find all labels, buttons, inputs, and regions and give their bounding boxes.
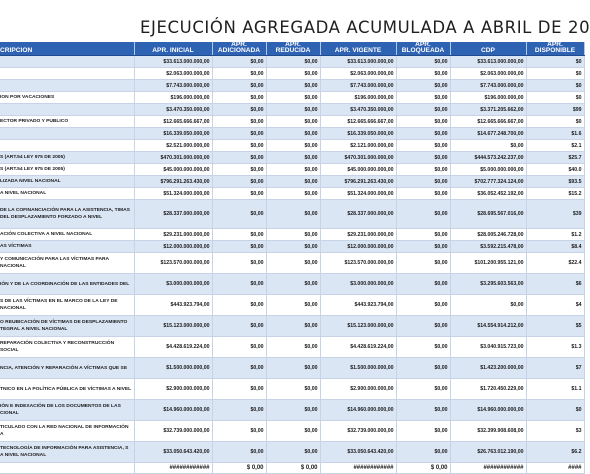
cell-apr-bloqueada[interactable]: $0,00 [396, 116, 450, 128]
cell-apr-adicionada[interactable]: $0,00 [212, 295, 266, 316]
table-row[interactable] [0, 188, 584, 200]
cell-apr-inicial[interactable]: $2.521.000.000,00 [134, 140, 212, 152]
cell-apr-reducida[interactable]: $0,00 [266, 274, 320, 295]
header-apr-bloqueada[interactable]: APR. BLOQUEADA [396, 42, 450, 56]
cell-apr-bloqueada[interactable]: $0,00 [396, 128, 450, 140]
cell-apr-bloqueada[interactable]: $0,00 [396, 337, 450, 358]
cell-cdp[interactable]: $702.777.324.124,00 [450, 176, 526, 188]
cell-apr-reducida[interactable]: $0,00 [266, 140, 320, 152]
cell-apr-vigente[interactable]: $12.000.000.000,00 [320, 241, 396, 253]
cell-apr-reducida[interactable]: $0,00 [266, 229, 320, 241]
cell-apr-disponible[interactable]: $40.0 [526, 164, 584, 176]
cell-apr-vigente[interactable]: $2.900.000.000,00 [320, 379, 396, 400]
table-row[interactable] [0, 442, 584, 463]
cell-apr-bloqueada[interactable]: $0,00 [396, 140, 450, 152]
table-row[interactable] [0, 128, 584, 140]
table-row[interactable] [0, 116, 584, 128]
cell-apr-reducida[interactable]: $0,00 [266, 188, 320, 200]
header-apr-inicial[interactable]: APR. INICIAL [134, 42, 212, 56]
cell-cdp[interactable]: $36.052.452.192,00 [450, 188, 526, 200]
cell-apr-reducida[interactable]: $0,00 [266, 104, 320, 116]
cell-apr-adicionada[interactable]: $0,00 [212, 379, 266, 400]
table-row[interactable] [0, 92, 584, 104]
cell-apr-vigente[interactable]: $470.301.000.000,00 [320, 152, 396, 164]
header-apr-adicionada[interactable]: APR. ADICIONADA [212, 42, 266, 56]
cell-apr-disponible[interactable]: $22.4 [526, 253, 584, 274]
table-row[interactable] [0, 295, 584, 316]
cell-apr-inicial[interactable]: $796.291.263.430,00 [134, 176, 212, 188]
cell-descripcion[interactable]: S (ART.54 LEY 975 DE 2005) [0, 164, 134, 176]
report-title: EJECUCIÓN AGREGADA ACUMULADA A ABRIL DE 20 [140, 18, 590, 37]
cell-apr-vigente[interactable]: $28.337.000.000,00 [320, 200, 396, 229]
cell-apr-adicionada[interactable]: $0,00 [212, 56, 266, 68]
cell-apr-inicial[interactable]: $123.570.000.000,00 [134, 253, 212, 274]
cell-apr-disponible[interactable]: $25.7 [526, 152, 584, 164]
cell-apr-inicial[interactable]: $2.900.000.000,00 [134, 379, 212, 400]
cell-apr-inicial[interactable]: $33.613.000.000,00 [134, 56, 212, 68]
cell-apr-bloqueada[interactable]: $0,00 [396, 152, 450, 164]
header-apr-disponible[interactable]: APR. DISPONIBLE [526, 42, 584, 56]
cell-apr-adicionada[interactable]: $0,00 [212, 164, 266, 176]
cell-apr-bloqueada[interactable]: $0,00 [396, 68, 450, 80]
cell-cdp[interactable]: $33.613.000.000,00 [450, 56, 526, 68]
cell-apr-inicial[interactable]: $51.324.000.000,00 [134, 188, 212, 200]
total-cell-apr-vigente[interactable]: ############ [320, 463, 396, 474]
cell-apr-adicionada[interactable]: $0,00 [212, 316, 266, 337]
table-row[interactable] [0, 241, 584, 253]
cell-apr-adicionada[interactable]: $0,00 [212, 241, 266, 253]
table-row[interactable] [0, 229, 584, 241]
cell-descripcion[interactable]: IÓN E INDEXACIÓN DE LOS DOCUMENTOS DE LAS CIONAL [0, 400, 134, 421]
cell-apr-reducida[interactable]: $0,00 [266, 116, 320, 128]
cell-apr-bloqueada[interactable]: $0,00 [396, 176, 450, 188]
cell-apr-adicionada[interactable]: $0,00 [212, 253, 266, 274]
total-label-cell[interactable] [0, 463, 134, 474]
cell-apr-inicial[interactable]: $7.743.000.000,00 [134, 80, 212, 92]
cell-descripcion[interactable] [0, 128, 134, 140]
cell-apr-disponible[interactable]: $6 [526, 274, 584, 295]
cell-apr-vigente[interactable]: $123.570.000.000,00 [320, 253, 396, 274]
cell-cdp[interactable]: $2.063.000.000,00 [450, 68, 526, 80]
cell-apr-vigente[interactable]: $1.500.000.000,00 [320, 358, 396, 379]
cell-apr-reducida[interactable]: $0,00 [266, 253, 320, 274]
cell-apr-reducida[interactable]: $0,00 [266, 152, 320, 164]
table-row[interactable] [0, 358, 584, 379]
cell-apr-reducida[interactable]: $0,00 [266, 128, 320, 140]
table-row[interactable] [0, 200, 584, 229]
cell-apr-bloqueada[interactable]: $0,00 [396, 80, 450, 92]
cell-cdp[interactable]: $1.423.200.000,00 [450, 358, 526, 379]
cell-apr-adicionada[interactable]: $0,00 [212, 116, 266, 128]
cell-apr-adicionada[interactable]: $0,00 [212, 421, 266, 442]
cell-apr-adicionada[interactable]: $0,00 [212, 274, 266, 295]
cell-apr-adicionada[interactable]: $0,00 [212, 358, 266, 379]
cell-descripcion[interactable]: ECTOR PRIVADO Y PUBLICO [0, 116, 134, 128]
cell-apr-disponible[interactable]: $99 [526, 104, 584, 116]
cell-apr-vigente[interactable]: $51.324.000.000,00 [320, 188, 396, 200]
cell-apr-inicial[interactable]: $45.000.000.000,00 [134, 164, 212, 176]
table-row[interactable] [0, 56, 584, 68]
cell-apr-reducida[interactable]: $0,00 [266, 295, 320, 316]
cell-apr-vigente[interactable]: $14.960.000.000,00 [320, 400, 396, 421]
cell-descripcion[interactable]: AS VÍCTIMAS [0, 241, 134, 253]
cell-apr-disponible[interactable]: $0 [526, 116, 584, 128]
cell-apr-inicial[interactable]: $28.337.000.000,00 [134, 200, 212, 229]
cell-apr-reducida[interactable]: $0,00 [266, 421, 320, 442]
cell-descripcion[interactable]: ION POR VACACIONES [0, 92, 134, 104]
cell-apr-disponible[interactable]: $1.1 [526, 379, 584, 400]
cell-apr-vigente[interactable]: $12.665.666.667,00 [320, 116, 396, 128]
cell-cdp[interactable]: $14.554.914.212,00 [450, 316, 526, 337]
header-cdp[interactable]: CDP [450, 42, 526, 56]
execution-table [0, 42, 585, 474]
cell-cdp[interactable]: $28.695.567.016,00 [450, 200, 526, 229]
cell-apr-inicial[interactable]: $29.231.000.000,00 [134, 229, 212, 241]
cell-apr-bloqueada[interactable]: $0,00 [396, 274, 450, 295]
cell-apr-inicial[interactable]: $443.923.794,00 [134, 295, 212, 316]
cell-descripcion[interactable] [0, 80, 134, 92]
cell-descripcion[interactable] [0, 140, 134, 152]
cell-apr-disponible[interactable]: $15.2 [526, 188, 584, 200]
cell-cdp[interactable]: $28.005.246.728,00 [450, 229, 526, 241]
cell-apr-vigente[interactable]: $4.428.619.224,00 [320, 337, 396, 358]
cell-apr-vigente[interactable]: $2.063.000.000,00 [320, 68, 396, 80]
table-row[interactable] [0, 68, 584, 80]
cell-apr-reducida[interactable]: $0,00 [266, 400, 320, 421]
cell-apr-bloqueada[interactable]: $0,00 [396, 241, 450, 253]
cell-descripcion[interactable] [0, 68, 134, 80]
cell-apr-adicionada[interactable]: $0,00 [212, 188, 266, 200]
cell-cdp[interactable]: $14.677.248.700,00 [450, 128, 526, 140]
cell-cdp[interactable]: $3.371.205.662,00 [450, 104, 526, 116]
table-row[interactable] [0, 164, 584, 176]
cell-apr-vigente[interactable]: $2.121.000.000,00 [320, 140, 396, 152]
cell-apr-inicial[interactable]: $196.000.000,00 [134, 92, 212, 104]
cell-apr-adicionada[interactable]: $0,00 [212, 152, 266, 164]
table-row[interactable] [0, 152, 584, 164]
cell-apr-reducida[interactable]: $0,00 [266, 241, 320, 253]
cell-descripcion[interactable]: NCIA, ATENCIÓN Y REPARACIÓN A VÍCTIMAS QUE SE [0, 358, 134, 379]
cell-descripcion[interactable]: ACIÓN COLECTIVA A NIVEL NACIONAL [0, 229, 134, 241]
cell-apr-bloqueada[interactable]: $0,00 [396, 56, 450, 68]
cell-apr-bloqueada[interactable]: $0,00 [396, 164, 450, 176]
cell-apr-reducida[interactable]: $0,00 [266, 379, 320, 400]
cell-apr-vigente[interactable]: $443.923.794,00 [320, 295, 396, 316]
header-row [0, 42, 584, 56]
cell-apr-reducida[interactable]: $0,00 [266, 92, 320, 104]
cell-apr-adicionada[interactable]: $0,00 [212, 140, 266, 152]
cell-descripcion[interactable]: DE LA COFINANCIACIÓN PARA LA ASISTENCIA, TIMAS DEL DESPLAZAMIENTO FORZADO A NIVEL [0, 200, 134, 229]
spreadsheet-grid[interactable] [0, 41, 582, 471]
table-row[interactable] [0, 274, 584, 295]
cell-descripcion[interactable]: LIZADA NIVEL NACIONAL [0, 176, 134, 188]
cell-apr-bloqueada[interactable]: $0,00 [396, 253, 450, 274]
total-cell-apr-inicial[interactable]: ############ [134, 463, 212, 474]
cell-cdp[interactable]: $32.399.908.608,00 [450, 421, 526, 442]
cell-apr-reducida[interactable]: $0,00 [266, 68, 320, 80]
cell-descripcion[interactable] [0, 104, 134, 116]
cell-apr-vigente[interactable]: $3.000.000.000,00 [320, 274, 396, 295]
table-row[interactable] [0, 104, 584, 116]
total-cell-apr-bloqueada[interactable]: $ 0,00 [396, 463, 450, 474]
cell-cdp[interactable]: $7.743.000.000,00 [450, 80, 526, 92]
cell-apr-disponible[interactable]: $6.2 [526, 442, 584, 463]
cell-apr-disponible[interactable]: $0 [526, 56, 584, 68]
cell-apr-reducida[interactable]: $0,00 [266, 337, 320, 358]
cell-apr-vigente[interactable]: $16.339.050.000,00 [320, 128, 396, 140]
cell-apr-bloqueada[interactable]: $0,00 [396, 379, 450, 400]
cell-apr-bloqueada[interactable]: $0,00 [396, 442, 450, 463]
cell-apr-disponible[interactable]: $39 [526, 200, 584, 229]
cell-apr-disponible[interactable]: $5 [526, 316, 584, 337]
cell-apr-disponible[interactable]: $0 [526, 68, 584, 80]
table-row[interactable] [0, 337, 584, 358]
table-row[interactable] [0, 421, 584, 442]
cell-cdp[interactable]: $101.200.955.121,00 [450, 253, 526, 274]
cell-apr-reducida[interactable]: $0,00 [266, 80, 320, 92]
cell-apr-reducida[interactable]: $0,00 [266, 442, 320, 463]
cell-descripcion[interactable]: IÓN Y DE LA COORDINACIÓN DE LAS ENTIDADES DEL [0, 274, 134, 295]
cell-descripcion[interactable]: TNICO EN LA POLÍTICA PÚBLICA DE VÍCTIMAS A NIVEL [0, 379, 134, 400]
cell-apr-vigente[interactable]: $15.123.000.000,00 [320, 316, 396, 337]
cell-descripcion[interactable]: A NIVEL NACIONAL [0, 188, 134, 200]
cell-apr-adicionada[interactable]: $0,00 [212, 68, 266, 80]
cell-apr-bloqueada[interactable]: $0,00 [396, 400, 450, 421]
total-cell-cdp[interactable]: ############ [450, 463, 526, 474]
cell-cdp[interactable]: $196.000.000,00 [450, 92, 526, 104]
cell-cdp[interactable]: $3.040.915.723,00 [450, 337, 526, 358]
cell-apr-adicionada[interactable]: $0,00 [212, 200, 266, 229]
cell-descripcion[interactable]: TECNOLOGÍA DE INFORMACIÓN PARA ASISTENCIA, S A NIVEL NACIONAL [0, 442, 134, 463]
cell-apr-bloqueada[interactable]: $0,00 [396, 92, 450, 104]
total-cell-apr-reducida[interactable]: $ 0,00 [266, 463, 320, 474]
cell-apr-inicial[interactable]: $3.000.000.000,00 [134, 274, 212, 295]
cell-cdp[interactable]: $14.960.000.000,00 [450, 400, 526, 421]
cell-apr-disponible[interactable]: $3 [526, 421, 584, 442]
cell-cdp[interactable]: $3.592.215.478,00 [450, 241, 526, 253]
cell-apr-adicionada[interactable]: $0,00 [212, 229, 266, 241]
cell-apr-disponible[interactable]: $1.6 [526, 128, 584, 140]
table-row[interactable] [0, 400, 584, 421]
table-body [0, 56, 584, 474]
cell-apr-vigente[interactable]: $33.613.000.000,00 [320, 56, 396, 68]
cell-apr-disponible[interactable]: $0 [526, 92, 584, 104]
cell-apr-disponible[interactable]: $8.4 [526, 241, 584, 253]
cell-cdp[interactable]: $0,00 [450, 295, 526, 316]
cell-apr-inicial[interactable]: $14.960.000.000,00 [134, 400, 212, 421]
cell-apr-bloqueada[interactable]: $0,00 [396, 229, 450, 241]
cell-descripcion[interactable]: TICULADO CON LA RED NACIONAL DE INFORMACIÓN A [0, 421, 134, 442]
cell-apr-disponible[interactable]: $93.5 [526, 176, 584, 188]
cell-cdp[interactable]: $26.763.012.190,00 [450, 442, 526, 463]
cell-apr-reducida[interactable]: $0,00 [266, 316, 320, 337]
cell-apr-disponible[interactable]: $0 [526, 80, 584, 92]
cell-apr-inicial[interactable]: $12.665.666.667,00 [134, 116, 212, 128]
cell-apr-reducida[interactable]: $0,00 [266, 200, 320, 229]
cell-apr-disponible[interactable]: $7 [526, 358, 584, 379]
cell-apr-inicial[interactable]: $33.050.643.420,00 [134, 442, 212, 463]
cell-apr-bloqueada[interactable]: $0,00 [396, 104, 450, 116]
cell-descripcion[interactable]: Y COMUNICACIÓN PARA LAS VÍCTIMAS PARA NACIONAL [0, 253, 134, 274]
cell-apr-bloqueada[interactable]: $0,00 [396, 295, 450, 316]
cell-apr-bloqueada[interactable]: $0,00 [396, 188, 450, 200]
cell-apr-inicial[interactable]: $12.000.000.000,00 [134, 241, 212, 253]
cell-apr-disponible[interactable]: $4 [526, 295, 584, 316]
table-row[interactable] [0, 253, 584, 274]
cell-descripcion[interactable]: O REUBICACIÓN DE VÍCTIMAS DE DESPLAZAMIENTO TEGRAL A NIVEL NACIONAL [0, 316, 134, 337]
cell-apr-adicionada[interactable]: $0,00 [212, 400, 266, 421]
cell-apr-inicial[interactable]: $470.301.000.000,00 [134, 152, 212, 164]
table-row[interactable] [0, 379, 584, 400]
cell-descripcion[interactable]: REPARACIÓN COLECTIVA Y RECONSTRUCCIÓN SOCIAL [0, 337, 134, 358]
cell-apr-inicial[interactable]: $1.500.000.000,00 [134, 358, 212, 379]
table-row[interactable] [0, 80, 584, 92]
cell-cdp[interactable]: $1.720.450.229,00 [450, 379, 526, 400]
cell-apr-adicionada[interactable]: $0,00 [212, 92, 266, 104]
cell-apr-inicial[interactable]: $15.123.000.000,00 [134, 316, 212, 337]
cell-apr-vigente[interactable]: $45.000.000.000,00 [320, 164, 396, 176]
header-apr-vigente[interactable]: APR. VIGENTE [320, 42, 396, 56]
cell-apr-inicial[interactable]: $3.470.350.000,00 [134, 104, 212, 116]
cell-apr-inicial[interactable]: $2.063.000.000,00 [134, 68, 212, 80]
cell-cdp[interactable]: $12.665.666.667,00 [450, 116, 526, 128]
cell-apr-bloqueada[interactable]: $0,00 [396, 316, 450, 337]
cell-apr-reducida[interactable]: $0,00 [266, 56, 320, 68]
total-row[interactable] [0, 463, 584, 474]
cell-apr-vigente[interactable]: $7.743.000.000,00 [320, 80, 396, 92]
cell-apr-reducida[interactable]: $0,00 [266, 176, 320, 188]
cell-apr-bloqueada[interactable]: $0,00 [396, 358, 450, 379]
cell-apr-inicial[interactable]: $32.739.000.000,00 [134, 421, 212, 442]
cell-apr-adicionada[interactable]: $0,00 [212, 128, 266, 140]
header-descripcion[interactable]: CRIPCION [0, 42, 134, 56]
cell-apr-adicionada[interactable]: $0,00 [212, 442, 266, 463]
table-row[interactable] [0, 316, 584, 337]
cell-cdp[interactable]: $5.000.000.000,00 [450, 164, 526, 176]
cell-apr-vigente[interactable]: $3.470.350.000,00 [320, 104, 396, 116]
cell-descripcion[interactable] [0, 56, 134, 68]
cell-apr-reducida[interactable]: $0,00 [266, 164, 320, 176]
cell-apr-disponible[interactable]: $0 [526, 400, 584, 421]
cell-apr-disponible[interactable]: $1.3 [526, 337, 584, 358]
cell-apr-bloqueada[interactable]: $0,00 [396, 200, 450, 229]
cell-apr-vigente[interactable]: $196.000.000,00 [320, 92, 396, 104]
cell-apr-bloqueada[interactable]: $0,00 [396, 421, 450, 442]
cell-apr-adicionada[interactable]: $0,00 [212, 80, 266, 92]
cell-apr-adicionada[interactable]: $0,00 [212, 176, 266, 188]
cell-apr-disponible[interactable]: $2.1 [526, 140, 584, 152]
total-cell-apr-disponible[interactable]: #### [526, 463, 584, 474]
table-row[interactable] [0, 176, 584, 188]
table-row[interactable] [0, 140, 584, 152]
cell-apr-vigente[interactable]: $33.050.643.420,00 [320, 442, 396, 463]
cell-apr-vigente[interactable]: $32.739.000.000,00 [320, 421, 396, 442]
cell-apr-reducida[interactable]: $0,00 [266, 358, 320, 379]
cell-apr-adicionada[interactable]: $0,00 [212, 104, 266, 116]
cell-apr-vigente[interactable]: $29.231.000.000,00 [320, 229, 396, 241]
cell-cdp[interactable]: $0,00 [450, 140, 526, 152]
cell-apr-inicial[interactable]: $16.339.050.000,00 [134, 128, 212, 140]
header-apr-reducida[interactable]: APR. REDUCIDA [266, 42, 320, 56]
cell-apr-vigente[interactable]: $796.291.263.430,00 [320, 176, 396, 188]
cell-descripcion[interactable]: S DE LAS VÍCTIMAS EN EL MARCO DE LA LEY DE NACIONAL [0, 295, 134, 316]
cell-cdp[interactable]: $3.295.603.563,00 [450, 274, 526, 295]
cell-descripcion[interactable]: S (ART.54 LEY 975 DE 2005) [0, 152, 134, 164]
cell-apr-adicionada[interactable]: $0,00 [212, 337, 266, 358]
cell-apr-disponible[interactable]: $1.2 [526, 229, 584, 241]
total-cell-apr-adicionada[interactable]: $ 0,00 [212, 463, 266, 474]
cell-cdp[interactable]: $444.573.242.237,00 [450, 152, 526, 164]
cell-apr-inicial[interactable]: $4.428.619.224,00 [134, 337, 212, 358]
